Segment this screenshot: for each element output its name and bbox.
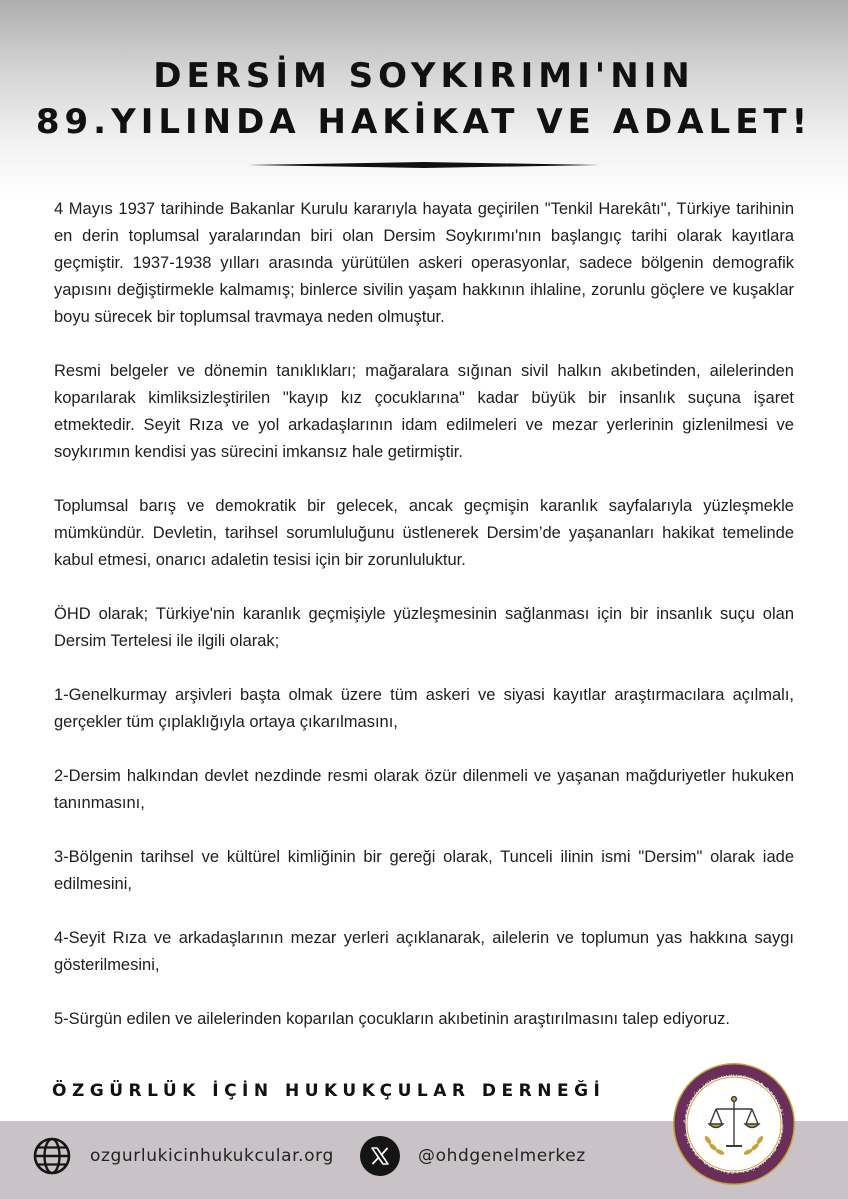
social-handle[interactable]: @ohdgenelmerkez [418,1146,586,1166]
demand-item-5: 5-Sürgün edilen ve ailelerinden koparılan çocukların akıbetinin araştırılmasını talep ediyoruz. [54,1010,730,1028]
page-title-line-2: 89.YILINDA HAKİKAT VE ADALET! [35,102,813,142]
paragraph-intro: 4 Mayıs 1937 tarihinde Bakanlar Kurulu kararıyla hayata geçirilen "Tenkil Harekâtı", Türkiye tarihinin en derin toplumsal yaralarından biri olan Dersim Soykırımı'nın başlangıç tarihi olarak kayıtlara geçmiştir. 1937-1938 yılları arasında yürütülen askeri operasyonlar, sadece bölgenin demografik yapısını değiştirmekle kalmamış; binlerce sivilin yaşam hakkının ihlaline, zorunlu göçlere ve kuşaklar boyu sürecek bir toplumsal travmaya neden olmuştur. [54,200,794,326]
paragraph-peace: Toplumsal barış ve demokratik bir gelecek, ancak geçmişin karanlık sayfalarıyla yüzleşmekle mümkündür. Devletin, tarihsel sorumluluğunu üstlenerek Dersim’de yaşananları hakikat temelinde kabul etmesi, onarıcı adaletin tesisi için bir zorunluluktur. [54,497,794,569]
title-divider [248,162,600,168]
website-link[interactable]: ozgurlukicinhukukcular.org [90,1146,334,1166]
demand-item-2: 2-Dersim halkından devlet nezdinde resmi olarak özür dilenmeli ve yaşanan mağduriyetler hukuken tanınmasını, [54,767,794,812]
paragraph-evidence: Resmi belgeler ve dönemin tanıklıkları; mağaralara sığınan sivil halkın akıbetinden, ailelerinden koparılarak kimliksizleştirilen "kayıp kız çocuklarına" kadar büyük bir insanlık suçuna işaret etmektedir. Seyit Rıza ve yol arkadaşlarının idam edilmeleri ve mezar yerlerinin gizlenilmesi ve soykırımın kendisi yas sürecini imkansız hale getirmiştir. [54,362,794,461]
demand-item-3: 3-Bölgenin tarihsel ve kültürel kimliğinin bir gereği olarak, Tunceli ilinin ismi "Dersim" olarak iade edilmesini, [54,848,794,893]
demand-item-1: 1-Genelkurmay arşivleri başta olmak üzere tüm askeri ve siyasi kayıtlar araştırmacılara açılmalı, gerçekler tüm çıplaklığıyla ortaya çıkarılmasını, [54,686,794,731]
footer-website[interactable] [32,1133,334,1179]
x-glyph [370,1146,390,1166]
organization-signature: ÖZGÜRLÜK İÇİN HUKUKÇULAR DERNEĞİ [52,1081,606,1101]
association-seal-logo [672,1062,796,1186]
statement-body [54,196,794,1033]
paragraph-demands-intro: ÖHD olarak; Türkiye'nin karanlık geçmişiyle yüzleşmesinin sağlanması için bir insanlık suçu olan Dersim Tertelesi ile ilgili olarak; [54,605,794,650]
x-logo-icon [360,1136,400,1176]
globe-icon [32,1136,72,1176]
footer-social[interactable] [360,1133,586,1179]
svg-text:ÖZGÜRLÜK İÇİN HUKUKÇULAR DERNE: ÖZGÜRLÜK İÇİN HUKUKÇULAR DERNEĞİ • KOMELEYA HIQÛQNASÊN JI BO AZADÎYÊ • [683,1073,785,1175]
page-title-line-1: DERSİM SOYKIRIMI'NIN [153,56,695,96]
demand-item-4: 4-Seyit Rıza ve arkadaşlarının mezar yerleri açıklanarak, ailelerin ve toplumun yas hakkına saygı gösterilmesini, [54,929,794,974]
